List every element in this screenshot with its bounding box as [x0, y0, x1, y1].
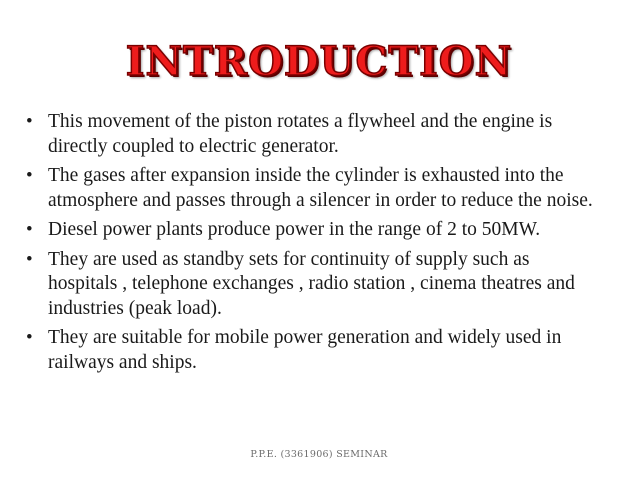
bullet-marker: • — [26, 111, 33, 132]
bullet-text: Diesel power plants produce power in the range of 2 to 50MW. — [48, 219, 541, 240]
bullet-item — [24, 110, 594, 159]
bullet-marker: • — [26, 327, 33, 348]
bullet-list — [24, 110, 594, 380]
bullet-marker: • — [26, 165, 33, 186]
bullet-marker: • — [26, 219, 33, 240]
bullet-text: The gases after expansion inside the cylinder is exhausted into the atmosphere and passes through a silencer in order to reduce the noise. — [48, 165, 593, 211]
bullet-text: They are used as standby sets for continuity of supply such as hospitals , telephone exchanges , radio station , cinema theatres and industries (peak load). — [48, 248, 575, 319]
bullet-item — [24, 248, 594, 322]
slide-footer: P.P.E. (3361906) SEMINAR — [250, 449, 388, 460]
bullet-text: They are suitable for mobile power generation and widely used in railways and ships. — [48, 327, 562, 373]
bullet-item — [24, 164, 594, 213]
bullet-item — [24, 218, 594, 243]
bullet-item — [24, 326, 594, 375]
bullet-marker: • — [26, 248, 33, 270]
bullet-text: This movement of the piston rotates a flywheel and the engine is directly coupled to electric generator. — [48, 111, 553, 157]
slide-title: INTRODUCTION — [125, 38, 513, 85]
